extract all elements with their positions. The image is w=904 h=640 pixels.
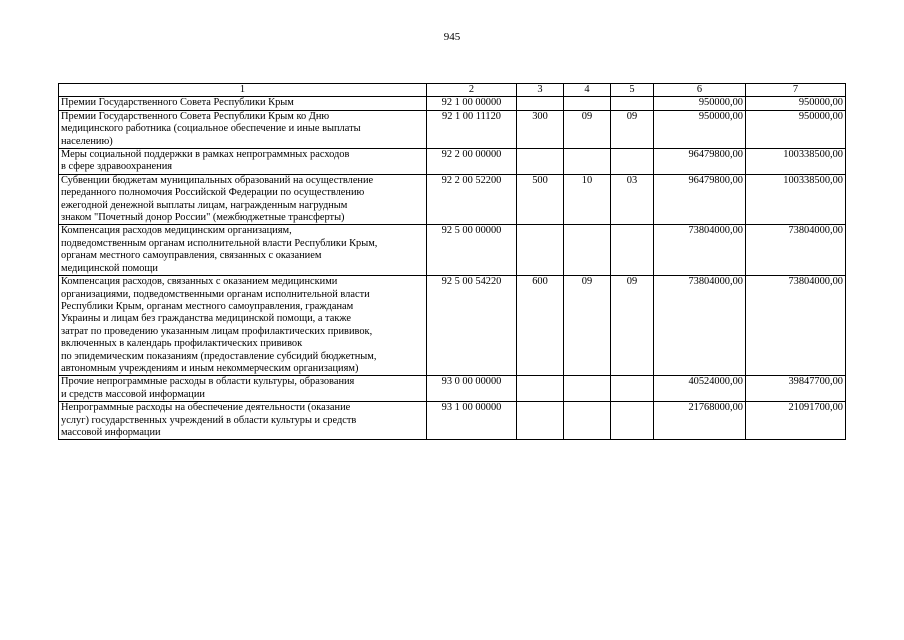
- row-col-5: [611, 402, 654, 440]
- row-code: 92 5 00 54220: [427, 276, 517, 376]
- row-col-4: [564, 149, 611, 175]
- row-col-3: [517, 149, 564, 175]
- row-col-5: [611, 225, 654, 276]
- row-col-3: 300: [517, 110, 564, 148]
- table-row: [59, 276, 846, 376]
- row-name: Премии Государственного Совета Республики Крым ко Дню медицинского работника (социальное обеспечение и иные выплаты населению): [59, 110, 427, 148]
- row-name: Компенсация расходов, связанных с оказанием медицинскими организациями, подведомственными органам исполнительной власти Республики Крым, органам местного самоуправления, гражданам Украины и лицам без гражданства медицинской помощи, а также затрат по проведению указанным лицам профилактических прививок, включенных в календарь профилактических прививок по эпидемическим показаниям (предоставление субсидий бюджетным, автономным учреждениям и иным некоммерческим организациям): [59, 276, 427, 376]
- header-col-2: 2: [427, 84, 517, 97]
- budget-table: [58, 83, 846, 440]
- header-col-3: 3: [517, 84, 564, 97]
- row-amount-6: 96479800,00: [654, 149, 746, 175]
- row-name: Прочие непрограммные расходы в области культуры, образования и средств массовой информации: [59, 376, 427, 402]
- row-code: 92 1 00 11120: [427, 110, 517, 148]
- row-amount-7: 100338500,00: [746, 149, 846, 175]
- row-amount-7: 39847700,00: [746, 376, 846, 402]
- table-row: [59, 174, 846, 225]
- row-col-4: 10: [564, 174, 611, 225]
- row-col-5: [611, 149, 654, 175]
- header-col-6: 6: [654, 84, 746, 97]
- row-col-3: [517, 97, 564, 110]
- row-name: Непрограммные расходы на обеспечение деятельности (оказание услуг) государственных учреждений в области культуры и средств массовой информации: [59, 402, 427, 440]
- table-row: [59, 149, 846, 175]
- row-code: 93 1 00 00000: [427, 402, 517, 440]
- row-col-5: 09: [611, 276, 654, 376]
- row-col-5: [611, 376, 654, 402]
- row-name: Меры социальной поддержки в рамках непрограммных расходов в сфере здравоохранения: [59, 149, 427, 175]
- header-col-1: 1: [59, 84, 427, 97]
- row-amount-6: 950000,00: [654, 110, 746, 148]
- table-row: [59, 376, 846, 402]
- row-code: 92 5 00 00000: [427, 225, 517, 276]
- row-amount-7: 21091700,00: [746, 402, 846, 440]
- row-amount-6: 73804000,00: [654, 276, 746, 376]
- row-amount-6: 950000,00: [654, 97, 746, 110]
- row-amount-6: 73804000,00: [654, 225, 746, 276]
- row-col-5: 03: [611, 174, 654, 225]
- row-code: 92 1 00 00000: [427, 97, 517, 110]
- row-col-3: 500: [517, 174, 564, 225]
- header-col-5: 5: [611, 84, 654, 97]
- row-code: 92 2 00 00000: [427, 149, 517, 175]
- row-col-4: 09: [564, 110, 611, 148]
- row-col-4: 09: [564, 276, 611, 376]
- row-col-3: [517, 402, 564, 440]
- row-col-3: 600: [517, 276, 564, 376]
- row-col-4: [564, 225, 611, 276]
- table-row: [59, 110, 846, 148]
- row-code: 93 0 00 00000: [427, 376, 517, 402]
- row-amount-7: 950000,00: [746, 110, 846, 148]
- table-row: [59, 97, 846, 110]
- row-col-4: [564, 97, 611, 110]
- header-col-4: 4: [564, 84, 611, 97]
- row-amount-7: 950000,00: [746, 97, 846, 110]
- row-name: Субвенции бюджетам муниципальных образований на осуществление переданного полномочия Российской Федерации по осуществлению ежегодной денежной выплаты лицам, награжденным нагрудным знаком "Почетный донор России" (межбюджетные трансферты): [59, 174, 427, 225]
- row-col-5: 09: [611, 110, 654, 148]
- row-code: 92 2 00 52200: [427, 174, 517, 225]
- row-col-5: [611, 97, 654, 110]
- row-amount-7: 73804000,00: [746, 225, 846, 276]
- row-amount-6: 40524000,00: [654, 376, 746, 402]
- row-col-3: [517, 225, 564, 276]
- row-amount-6: 21768000,00: [654, 402, 746, 440]
- page-number: 945: [443, 31, 461, 43]
- row-col-4: [564, 402, 611, 440]
- row-amount-7: 73804000,00: [746, 276, 846, 376]
- row-col-4: [564, 376, 611, 402]
- row-amount-6: 96479800,00: [654, 174, 746, 225]
- table-row: [59, 402, 846, 440]
- table-header-row: [59, 84, 846, 97]
- table-row: [59, 225, 846, 276]
- row-col-3: [517, 376, 564, 402]
- header-col-7: 7: [746, 84, 846, 97]
- row-name: Премии Государственного Совета Республики Крым: [59, 97, 427, 110]
- row-name: Компенсация расходов медицинским организациям, подведомственным органам исполнительной власти Республики Крым, органам местного самоуправления, связанных с оказанием медицинской помощи: [59, 225, 427, 276]
- row-amount-7: 100338500,00: [746, 174, 846, 225]
